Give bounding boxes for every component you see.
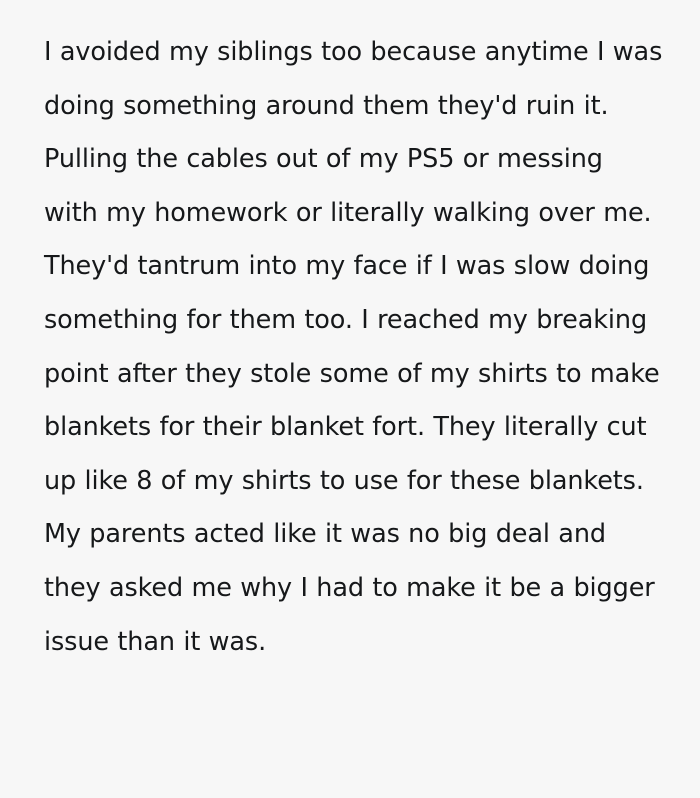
story-paragraph: I avoided my siblings too because anytime I was doing something around them they'd ruin it. Pulling the cables out of my PS5 or messing with my homework or literally walking over me. They'd tantrum into my face if I was slow doing something for them too. I reached my breaking point after they stole some of my shirts to make blankets for their blanket fort. They literally cut up like 8 of my shirts to use for these blankets. My parents acted like it was no big deal and they asked me why I had to make it be a bigger issue than it was.: [44, 37, 671, 657]
